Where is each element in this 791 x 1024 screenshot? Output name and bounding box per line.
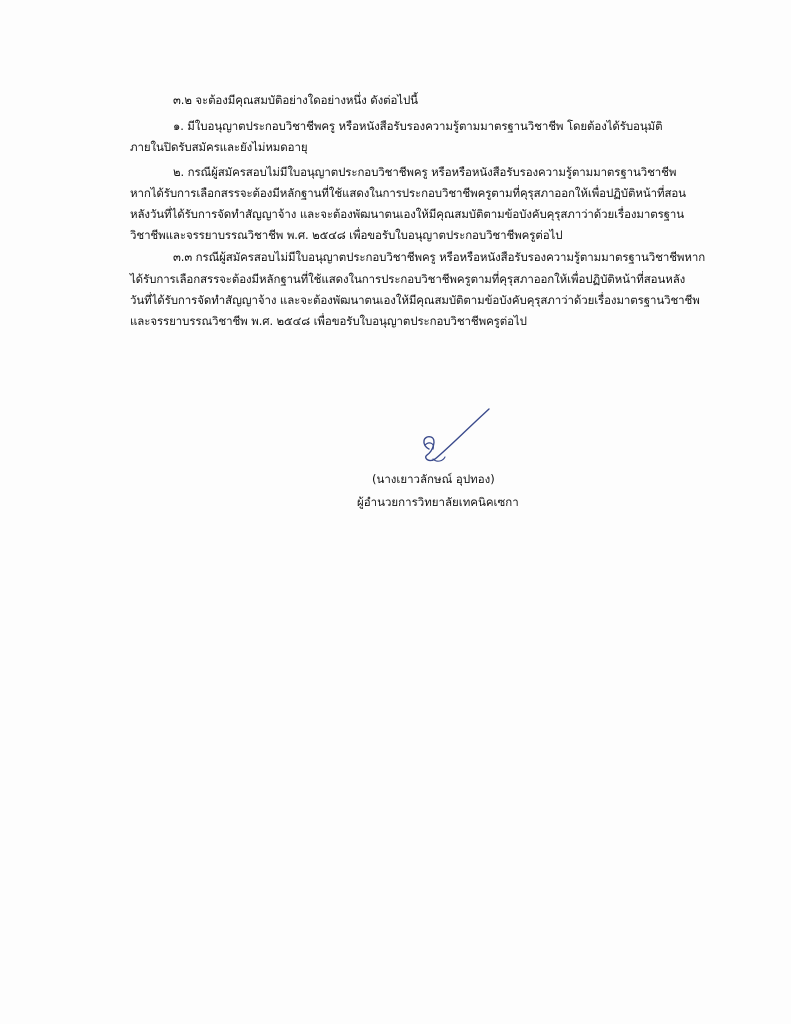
signatory-name: (นางเยาวลักษณ์ อุปทอง) bbox=[372, 472, 495, 486]
section-3-3-line-1: ๓.๓ กรณีผู้สมัครสอบไม่มีใบอนุญาตประกอบวิชาชีพครู หรือหรือหนังสือรับรองความรู้ตามมาตรฐานวิชาชีพหาก bbox=[173, 250, 706, 264]
handwritten-signature bbox=[415, 405, 495, 473]
section-3-3-line-3: วันที่ได้รับการจัดทำสัญญาจ้าง และจะต้องพัฒนาตนเองให้มีคุณสมบัติตามข้อบังคับคุรุสภาว่าด้วยเรื่องมาตรฐานวิชาชีพ bbox=[130, 293, 700, 307]
section-3-3-line-2: ได้รับการเลือกสรรจะต้องมีหลักฐานที่ใช้แสดงในการประกอบวิชาชีพครูตามที่คุรุสภาออกให้เพื่อปฏิบัติหน้าที่สอนหลัง bbox=[130, 272, 686, 286]
item-1-line-2: ภายในปิดรับสมัครและยังไม่หมดอายุ bbox=[130, 140, 308, 154]
item-1-line-1: ๑. มีใบอนุญาตประกอบวิชาชีพครู หรือหนังสือรับรองความรู้ตามมาตรฐานวิชาชีพ โดยต้องได้รับอนุมัติ bbox=[173, 119, 663, 133]
section-3-3-line-4: และจรรยาบรรณวิชาชีพ พ.ศ. ๒๕๔๘ เพื่อขอรับใบอนุญาตประกอบวิชาชีพครูต่อไป bbox=[130, 314, 527, 328]
signatory-title: ผู้อำนวยการวิทยาลัยเทคนิคเซกา bbox=[357, 495, 519, 509]
item-2-line-3: หลังวันที่ได้รับการจัดทำสัญญาจ้าง และจะต้องพัฒนาตนเองให้มีคุณสมบัติตามข้อบังคับคุรุสภาว่าด้วยเรื่องมาตรฐาน bbox=[130, 207, 685, 221]
item-2-line-4: วิชาชีพและจรรยาบรรณวิชาชีพ พ.ศ. ๒๕๔๘ เพื่อขอรับใบอนุญาตประกอบวิชาชีพครูต่อไป bbox=[130, 228, 563, 242]
section-3-2-heading: ๓.๒ จะต้องมีคุณสมบัติอย่างใดอย่างหนึ่ง ดังต่อไปนี้ bbox=[173, 93, 418, 107]
item-2-line-1: ๒. กรณีผู้สมัครสอบไม่มีใบอนุญาตประกอบวิชาชีพครู หรือหรือหนังสือรับรองความรู้ตามมาตรฐานวิชาชีพ bbox=[173, 165, 677, 179]
item-2-line-2: หากได้รับการเลือกสรรจะต้องมีหลักฐานที่ใช้แสดงในการประกอบวิชาชีพครูตามที่คุรุสภาออกให้เพื่อปฏิบัติหน้าที่สอน bbox=[130, 186, 686, 200]
